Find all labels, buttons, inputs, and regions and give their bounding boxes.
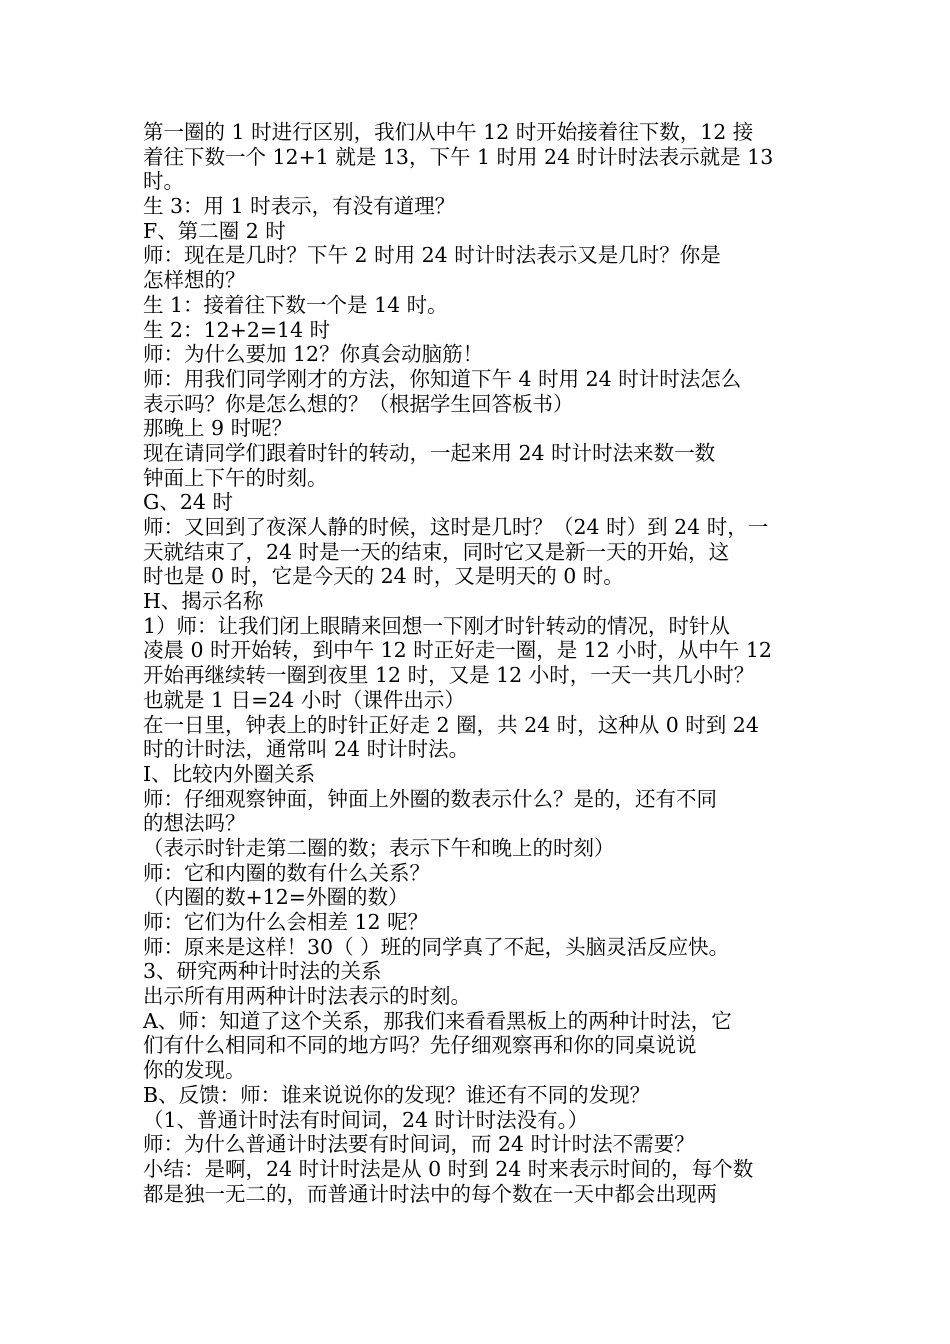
text-line: 怎样想的？ bbox=[143, 268, 246, 293]
text-line: I、比较内外圈关系 bbox=[143, 761, 316, 786]
text-line: 天就结束了，24 时是一天的结束，同时它又是新一天的开始，这 bbox=[143, 539, 730, 564]
text-line: 师：为什么要加 12？你真会动脑筋！ bbox=[143, 342, 484, 367]
text-line: 生 2：12+2=14 时 bbox=[143, 317, 331, 342]
text-line: 现在请同学们跟着时针的转动，一起来用 24 时计时法来数一数 bbox=[143, 440, 716, 465]
text-line: 时的计时法，通常叫 24 时计时法。 bbox=[143, 737, 470, 762]
text-line: 出示所有用两种计时法表示的时刻。 bbox=[143, 984, 471, 1009]
text-line: 第一圈的 1 时进行区别，我们从中午 12 时开始接着往下数，12 接 bbox=[143, 120, 754, 144]
text-line: 也就是 1 日=24 小时（课件出示） bbox=[143, 687, 465, 712]
text-line: 们有什么相同和不同的地方吗？先仔细观察再和你的同桌说说 bbox=[143, 1033, 697, 1058]
text-line: 师：它和内圈的数有什么关系？ bbox=[143, 860, 430, 885]
text-line: B、反馈：师：谁来说说你的发现？谁还有不同的发现？ bbox=[143, 1082, 651, 1107]
text-line: 钟面上下午的时刻。 bbox=[143, 465, 328, 490]
document-body bbox=[143, 120, 815, 1206]
text-line: 那晚上 9 时呢？ bbox=[143, 416, 293, 441]
text-line: 师：为什么普通计时法要有时间词，而 24 时计时法不需要？ bbox=[143, 1132, 695, 1157]
text-line: （内圈的数+12=外圈的数） bbox=[143, 885, 409, 910]
text-line: 1）师：让我们闭上眼睛来回想一下刚才时针转动的情况，时针从 bbox=[143, 613, 731, 638]
text-line: 着往下数一个 12+1 就是 13，下午 1 时用 24 时计时法表示就是 13 bbox=[143, 144, 774, 169]
text-line: 开始再继续转一圈到夜里 12 时，又是 12 小时，一天一共几小时？ bbox=[143, 663, 755, 688]
text-line: 生 3：用 1 时表示，有没有道理？ bbox=[143, 194, 456, 219]
text-line: 师：它们为什么会相差 12 呢？ bbox=[143, 910, 429, 934]
text-line: 3、研究两种计时法的关系 bbox=[143, 959, 382, 984]
text-line: （1、普通计时法有时间词，24 时计时法没有。） bbox=[143, 1107, 589, 1132]
text-line: 师：原来是这样！30（ ）班的同学真了不起，头脑灵活反应快。 bbox=[143, 934, 730, 959]
text-line: 生 1：接着往下数一个是 14 时。 bbox=[143, 292, 448, 317]
text-line: H、揭示名称 bbox=[143, 589, 264, 614]
text-line: 都是独一无二的，而普通计时法中的每个数在一天中都会出现两 bbox=[143, 1181, 717, 1206]
text-line: 凌晨 0 时开始转，到中午 12 时正好走一圈，是 12 小时，从中午 12 bbox=[143, 638, 772, 663]
text-line: 的想法吗？ bbox=[143, 811, 246, 836]
text-line: 时也是 0 时，它是今天的 24 时，又是明天的 0 时。 bbox=[143, 564, 624, 589]
text-line: 师：现在是几时？下午 2 时用 24 时计时法表示又是几时？你是 bbox=[143, 243, 721, 268]
text-line: 师：用我们同学刚才的方法，你知道下午 4 时用 24 时计时法怎么 bbox=[143, 366, 742, 391]
text-line: A、师：知道了这个关系，那我们来看看黑板上的两种计时法，它 bbox=[143, 1008, 732, 1033]
text-line: 你的发现。 bbox=[143, 1058, 246, 1083]
text-line: 小结：是啊，24 时计时法是从 0 时到 24 时来表示时间的，每个数 bbox=[143, 1156, 754, 1181]
text-line: 师：仔细观察钟面，钟面上外圈的数表示什么？是的，还有不同 bbox=[143, 786, 717, 811]
text-line: （表示时针走第二圈的数；表示下午和晚上的时刻） bbox=[143, 835, 615, 860]
text-line: 在一日里，钟表上的时针正好走 2 圈，共 24 时，这种从 0 时到 24 bbox=[143, 712, 759, 737]
text-line: G、24 时 bbox=[143, 490, 233, 515]
text-line: 表示吗？你是怎么想的？（根据学生回答板书） bbox=[143, 391, 574, 416]
text-line: 师：又回到了夜深人静的时候，这时是几时？（24 时）到 24 时，一 bbox=[143, 515, 769, 539]
text-line: F、第二圈 2 时 bbox=[143, 218, 286, 243]
text-line: 时。 bbox=[143, 169, 184, 194]
